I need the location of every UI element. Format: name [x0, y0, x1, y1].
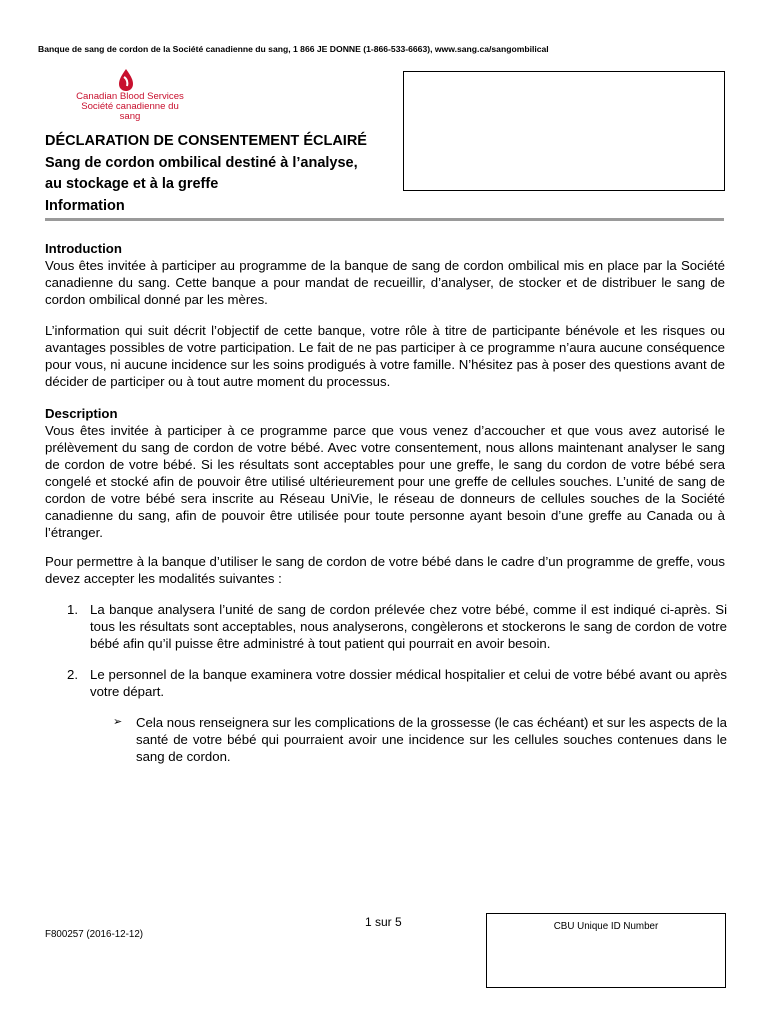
introduction-section — [45, 240, 725, 308]
introduction-paragraph-1: Vous êtes invitée à participer au programme de la banque de sang de cordon ombilical mis en place par la Société canadienne du sang. Cette banque a pour mandat de recueillir, d’analyser, de stocker et de distribuer le sang de cordon ombilical donné par les mères. — [45, 258, 725, 307]
list-item-number: 2. — [67, 667, 78, 682]
list-item-number: 1. — [67, 602, 78, 617]
list-item-text: Le personnel de la banque examinera votre dossier médical hospitalier et celui de votre bébé avant ou après votre départ. — [90, 667, 727, 699]
logo-text-english: Canadian Blood Services — [76, 91, 184, 102]
label-box — [403, 71, 725, 191]
description-heading: Description — [45, 406, 118, 421]
canadian-blood-services-logo — [75, 68, 225, 122]
list-item — [67, 601, 727, 652]
page-number: 1 sur 5 — [365, 915, 402, 929]
list-item-text: La banque analysera l’unité de sang de cordon prélevée chez votre bébé, comme il est indiqué ci-après. Si tous les résultats sont acceptables, nous analyserons, congèlerons et stockerons le sang de cordon de votre bébé afin qu’il puisse être administré à tout patient qui pourrait en avoir besoin. — [90, 602, 727, 651]
description-paragraph-1: Vous êtes invitée à participer à ce programme parce que vous venez d’accoucher et que vous avez autorisé le prélèvement du sang de cordon de votre bébé. Avec votre consentement, nous allons maintenant analyser le sang de cordon de votre bébé. Si les résultats sont acceptables pour une greffe, le sang du cordon de votre bébé sera congelé et stocké afin de pouvoir être utilisé ultérieurement pour une greffe de cellules souches. L’unité de sang de cordon de votre bébé sera inscrite au Réseau UniVie, le réseau de donneurs de cellules souches de la Société canadienne du sang, afin de pouvoir être utilisée pour toute personne ayant besoin d’une greffe au Canada ou à l’étranger. — [45, 423, 725, 540]
title-divider — [45, 218, 724, 221]
header-contact-line: Banque de sang de cordon de la Société canadienne du sang, 1 866 JE DONNE (1-866-533-6663), www.sang.ca/sangombilical — [38, 44, 549, 54]
title-line-1: DÉCLARATION DE CONSENTEMENT ÉCLAIRÉ — [45, 133, 367, 149]
bullet-item-text: Cela nous renseignera sur les complications de la grossesse (le cas échéant) et sur les aspects de la santé de votre bébé qui pourraient avoir une incidence sur les cellules souches contenues dans le sang de cordon. — [136, 715, 727, 764]
bullet-item — [113, 714, 727, 765]
description-section — [45, 405, 725, 541]
title-line-2: Sang de cordon ombilical destiné à l’analyse, — [45, 154, 358, 171]
introduction-heading: Introduction — [45, 241, 122, 256]
logo-text-french: Société canadienne du sang — [81, 101, 179, 122]
form-code: F800257 (2016-12-12) — [45, 929, 144, 940]
blood-drop-icon — [115, 68, 145, 92]
title-line-3: au stockage et à la greffe — [45, 176, 219, 192]
document-title — [45, 131, 405, 217]
description-paragraph-2: Pour permettre à la banque d’utiliser le sang de cordon de votre bébé dans le cadre d’un programme de greffe, vous devez accepter les modalités suivantes : — [45, 554, 725, 586]
title-line-4: Information — [45, 197, 125, 214]
cbu-id-label: CBU Unique ID Number — [553, 921, 659, 932]
cbu-id-box — [486, 913, 726, 988]
list-item — [67, 666, 727, 700]
arrow-bullet-icon: ➢ — [113, 716, 123, 728]
introduction-paragraph-2: L’information qui suit décrit l’objectif de cette banque, votre rôle à titre de participante bénévole et les risques ou avantages possibles de votre participation. Le fait de ne pas participer à ce programme n’aura aucune conséquence pour vous, ni aucune incidence sur les soins prodigués à votre famille. N’hésitez pas à poser des questions avant de décider de participer ou à tout autre moment du processus. — [45, 323, 725, 389]
